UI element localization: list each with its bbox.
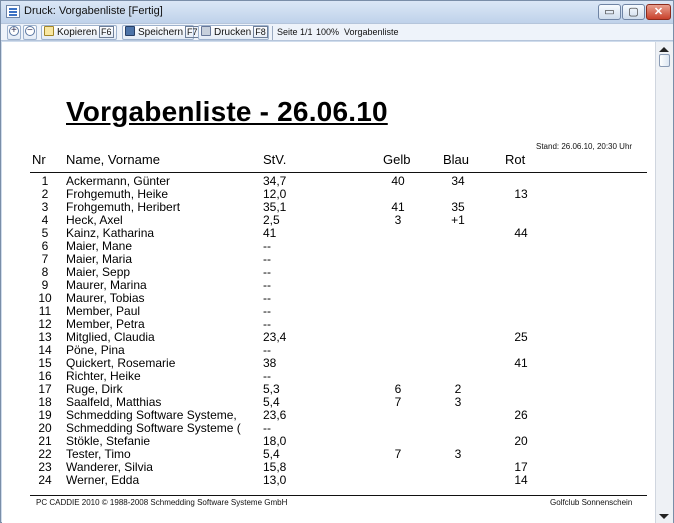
cell-rot: 13 (514, 188, 528, 201)
cell-stv: 5,4 (263, 448, 280, 461)
cell-gelb: 7 (394, 396, 402, 409)
cell-nr: 13 (38, 331, 52, 344)
cell-stv: -- (263, 266, 271, 279)
cell-rot: 17 (514, 461, 528, 474)
zoom-out-button[interactable] (23, 25, 37, 40)
cell-stv: 5,4 (263, 396, 280, 409)
table-row (2, 253, 655, 266)
cell-nr: 14 (38, 344, 52, 357)
cell-nr: 21 (38, 435, 52, 448)
cell-name: Stökle, Stefanie (66, 435, 151, 448)
table-row (2, 305, 655, 318)
preview-toolbar (1, 23, 673, 41)
table-row (2, 188, 655, 201)
copy-shortcut: F6 (101, 27, 112, 37)
cell-nr: 11 (38, 305, 52, 318)
cell-stv: 12,0 (263, 188, 287, 201)
cell-name: Kainz, Katharina (66, 227, 155, 240)
table-row (2, 396, 655, 409)
column-header-stv: StV. (263, 152, 287, 167)
footer-copyright: PC CADDIE 2010 © 1988-2008 Schmedding Software Systeme GmbH (36, 498, 288, 507)
cell-rot: 14 (514, 474, 528, 487)
cell-name: Mitglied, Claudia (66, 331, 155, 344)
cell-nr: 17 (38, 383, 52, 396)
cell-stv: 23,4 (263, 331, 287, 344)
column-header-rot: Rot (505, 152, 526, 167)
cell-rot: 44 (514, 227, 528, 240)
cell-stv: 34,7 (263, 175, 287, 188)
cell-name: Richter, Heike (66, 370, 141, 383)
print-button[interactable] (198, 25, 269, 40)
cell-name: Frohgemuth, Heribert (66, 201, 181, 214)
table-row (2, 474, 655, 487)
cell-name: Schmedding Software Systeme ( (66, 422, 241, 435)
window-title: Druck: Vorgabenliste [Fertig] (24, 5, 163, 17)
copy-button[interactable] (41, 25, 117, 40)
cell-name: Heck, Axel (66, 214, 123, 227)
footer-divider (30, 495, 647, 496)
stand-timestamp: Stand: 26.06.10, 20:30 Uhr (536, 142, 633, 151)
cell-blau: 3 (454, 396, 462, 409)
zoom-level: 100% (316, 27, 340, 37)
table-row (2, 279, 655, 292)
cell-rot: 25 (514, 331, 528, 344)
table-row (2, 344, 655, 357)
cell-name: Quickert, Rosemarie (66, 357, 176, 370)
cell-stv: 13,0 (263, 474, 287, 487)
cell-stv: -- (263, 370, 271, 383)
cell-gelb: 3 (394, 214, 402, 227)
cell-nr: 3 (41, 201, 49, 214)
cell-stv: -- (263, 422, 271, 435)
print-shortcut: F8 (255, 27, 266, 37)
cell-nr: 1 (41, 175, 49, 188)
cell-stv: -- (263, 240, 271, 253)
cell-nr: 4 (41, 214, 49, 227)
zoom-in-icon: + (9, 26, 19, 36)
zoom-out-icon: − (25, 26, 35, 36)
title-bar[interactable] (1, 1, 673, 23)
cell-name: Maier, Sepp (66, 266, 131, 279)
vertical-scrollbar[interactable] (655, 42, 673, 523)
cell-stv: 5,3 (263, 383, 280, 396)
cell-nr: 23 (38, 461, 52, 474)
close-button[interactable]: ✕ (646, 4, 671, 20)
cell-rot: 20 (514, 435, 528, 448)
cell-name: Wanderer, Silvia (66, 461, 153, 474)
save-shortcut: F7 (187, 27, 198, 37)
cell-stv: -- (263, 253, 271, 266)
cell-gelb: 7 (394, 448, 402, 461)
table-row (2, 201, 655, 214)
cell-stv: -- (263, 344, 271, 357)
cell-nr: 19 (38, 409, 52, 422)
cell-name: Frohgemuth, Heike (66, 188, 169, 201)
cell-name: Pöne, Pina (66, 344, 125, 357)
toolbar-divider (272, 26, 273, 40)
print-button-label: Drucken (214, 27, 252, 38)
cell-nr: 24 (38, 474, 52, 487)
cell-name: Maier, Maria (66, 253, 133, 266)
table-row (2, 409, 655, 422)
cell-name: Maurer, Tobias (66, 292, 145, 305)
cell-stv: 23,6 (263, 409, 287, 422)
cell-name: Werner, Edda (66, 474, 140, 487)
cell-nr: 10 (38, 292, 52, 305)
cell-stv: -- (263, 292, 271, 305)
cell-blau: 3 (454, 448, 462, 461)
cell-nr: 20 (38, 422, 52, 435)
column-header-gelb: Gelb (383, 152, 411, 167)
table-row (2, 383, 655, 396)
cell-nr: 2 (41, 188, 49, 201)
document-name: Vorgabenliste (344, 27, 399, 37)
cell-nr: 18 (38, 396, 52, 409)
cell-stv: -- (263, 318, 271, 331)
cell-stv: -- (263, 305, 271, 318)
table-row (2, 357, 655, 370)
cell-stv: 41 (263, 227, 277, 240)
cell-nr: 16 (38, 370, 52, 383)
cell-stv: 35,1 (263, 201, 287, 214)
cell-name: Ruge, Dirk (66, 383, 123, 396)
copy-button-label: Kopieren (57, 27, 98, 38)
cell-stv: -- (263, 279, 271, 292)
column-header-name: Name, Vorname (66, 152, 160, 167)
cell-nr: 9 (41, 279, 49, 292)
cell-stv: 2,5 (263, 214, 280, 227)
table-row (2, 214, 655, 227)
table-row (2, 448, 655, 461)
zoom-in-button[interactable] (7, 25, 21, 40)
table-row (2, 461, 655, 474)
table-row (2, 227, 655, 240)
cell-nr: 8 (41, 266, 49, 279)
table-row (2, 175, 655, 188)
cell-nr: 15 (38, 357, 52, 370)
table-row (2, 422, 655, 435)
cell-gelb: 41 (391, 201, 405, 214)
scroll-thumb[interactable] (659, 54, 670, 67)
cell-name: Tester, Timo (66, 448, 131, 461)
table-row (2, 435, 655, 448)
header-divider (30, 172, 647, 173)
cell-nr: 22 (38, 448, 52, 461)
cell-rot: 41 (514, 357, 528, 370)
page-indicator: Seite 1/1 (277, 27, 313, 37)
cell-stv: 18,0 (263, 435, 287, 448)
scroll-down-icon[interactable] (659, 514, 669, 519)
save-button[interactable] (122, 25, 198, 40)
cell-name: Ackermann, Günter (66, 175, 171, 188)
cell-nr: 6 (41, 240, 49, 253)
save-icon (125, 26, 135, 36)
cell-name: Saalfeld, Matthias (66, 396, 162, 409)
page-title: Vorgabenliste - 26.06.10 (66, 96, 388, 127)
cell-rot: 26 (514, 409, 528, 422)
cell-name: Member, Paul (66, 305, 141, 318)
cell-nr: 12 (38, 318, 52, 331)
copy-icon (44, 26, 54, 36)
cell-nr: 5 (41, 227, 49, 240)
scroll-up-icon[interactable] (659, 47, 669, 52)
cell-blau: +1 (451, 214, 465, 227)
footer-club-name: Golfclub Sonnenschein (550, 498, 633, 507)
document-icon (6, 5, 20, 18)
printer-icon (201, 26, 211, 36)
table-row (2, 370, 655, 383)
cell-stv: 15,8 (263, 461, 287, 474)
table-row (2, 318, 655, 331)
cell-name: Maurer, Marina (66, 279, 147, 292)
cell-name: Member, Petra (66, 318, 145, 331)
column-header-blau: Blau (443, 152, 470, 167)
maximize-button[interactable]: ▢ (622, 4, 645, 20)
table-row (2, 331, 655, 344)
table-row (2, 240, 655, 253)
cell-name: Maier, Mane (66, 240, 133, 253)
save-button-label: Speichern (138, 27, 184, 38)
cell-gelb: 40 (391, 175, 405, 188)
cell-stv: 38 (263, 357, 277, 370)
cell-nr: 7 (41, 253, 49, 266)
cell-blau: 2 (454, 383, 462, 396)
column-header-nr: Nr (32, 152, 46, 167)
cell-blau: 34 (451, 175, 465, 188)
print-page (2, 42, 655, 523)
minimize-button[interactable]: ▭ (598, 4, 621, 20)
cell-gelb: 6 (394, 383, 402, 396)
cell-blau: 35 (451, 201, 465, 214)
cell-name: Schmedding Software Systeme, (66, 409, 237, 422)
table-row (2, 266, 655, 279)
table-row (2, 292, 655, 305)
